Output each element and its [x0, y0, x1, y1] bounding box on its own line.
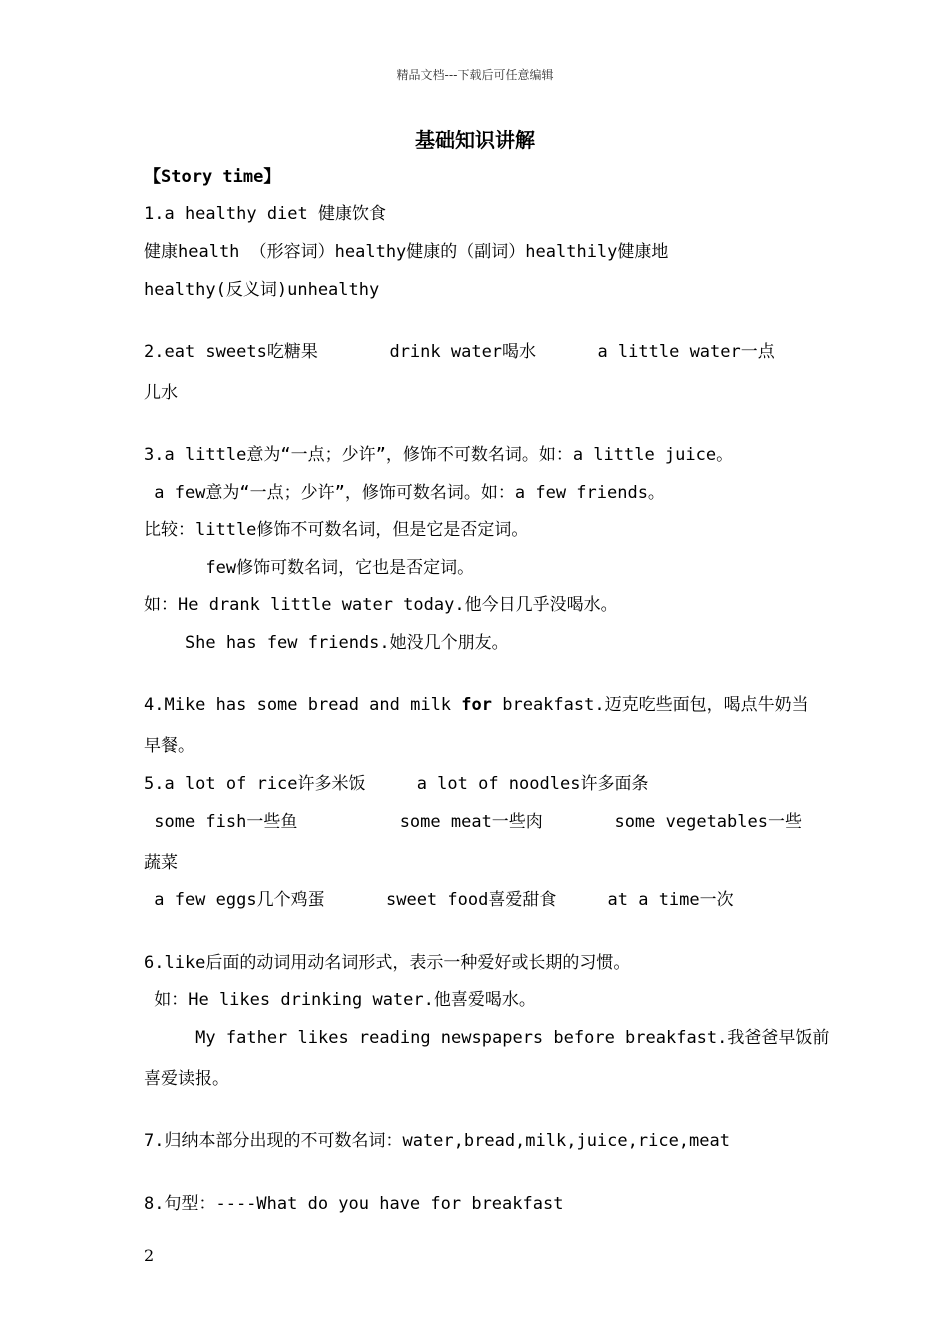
item-2-continued: 儿水: [144, 383, 178, 403]
item-3-line: 3.a little意为“一点；少许”，修饰不可数名词。如：a little juice。: [144, 445, 734, 465]
item-1-detail-1: 健康health （形容词）healthy健康的（副词）healthily健康地: [144, 242, 669, 262]
item-3-example-2: She has few friends.她没几个朋友。: [144, 633, 509, 653]
item-1-detail-2: healthy(反义词)unhealthy: [144, 280, 380, 300]
item-6-example-2: My father likes reading newspapers before breakfast.我爸爸早饭前: [144, 1028, 830, 1048]
item-2-line: 2.eat sweets吃糖果 drink water喝水 a little water一点: [144, 342, 775, 362]
item-5-continued: 蔬菜: [144, 853, 178, 873]
item-4-line: [144, 694, 809, 716]
item-1-line: 1.a healthy diet 健康饮食: [144, 204, 386, 224]
item-5-detail-1: some fish一些鱼 some meat一些肉 some vegetables一些: [144, 812, 802, 832]
page-number: 2: [144, 1246, 155, 1265]
item-3-example-1: 如：He drank little water today.他今日几乎没喝水。: [144, 595, 618, 615]
header-note: 精品文档---下载后可任意编辑: [396, 68, 554, 82]
item-5-detail-2: a few eggs几个鸡蛋 sweet food喜爱甜食 at a time一次: [144, 890, 734, 910]
item-3-detail-2: 比较：little修饰不可数名词，但是它是否定词。: [144, 520, 529, 540]
item-8-line: 8.句型：----What do you have for breakfast: [144, 1194, 564, 1214]
item-4-text-a: 4.Mike has some bread and milk: [144, 695, 462, 715]
item-4-continued: 早餐。: [144, 736, 195, 756]
item-3-detail-1: a few意为“一点；少许”，修饰可数名词。如：a few friends。: [144, 483, 665, 503]
item-4-text-b: breakfast.迈克吃些面包，喝点牛奶当: [492, 695, 809, 715]
item-6-continued: 喜爱读报。: [144, 1069, 229, 1089]
item-6-example-1: 如：He likes drinking water.他喜爱喝水。: [144, 990, 536, 1010]
section-heading: 【Story time】: [144, 167, 281, 187]
item-5-line: 5.a lot of rice许多米饭 a lot of noodles许多面条: [144, 774, 649, 794]
item-6-line: 6.like后面的动词用动名词形式，表示一种爱好或长期的习惯。: [144, 953, 631, 973]
item-7-line: 7.归纳本部分出现的不可数名词：water,bread,milk,juice,rice,meat: [144, 1131, 730, 1151]
item-4-bold-for: for: [461, 695, 492, 715]
page-title: 基础知识讲解: [415, 128, 535, 152]
item-3-detail-3: few修饰可数名词，它也是否定词。: [144, 558, 475, 578]
